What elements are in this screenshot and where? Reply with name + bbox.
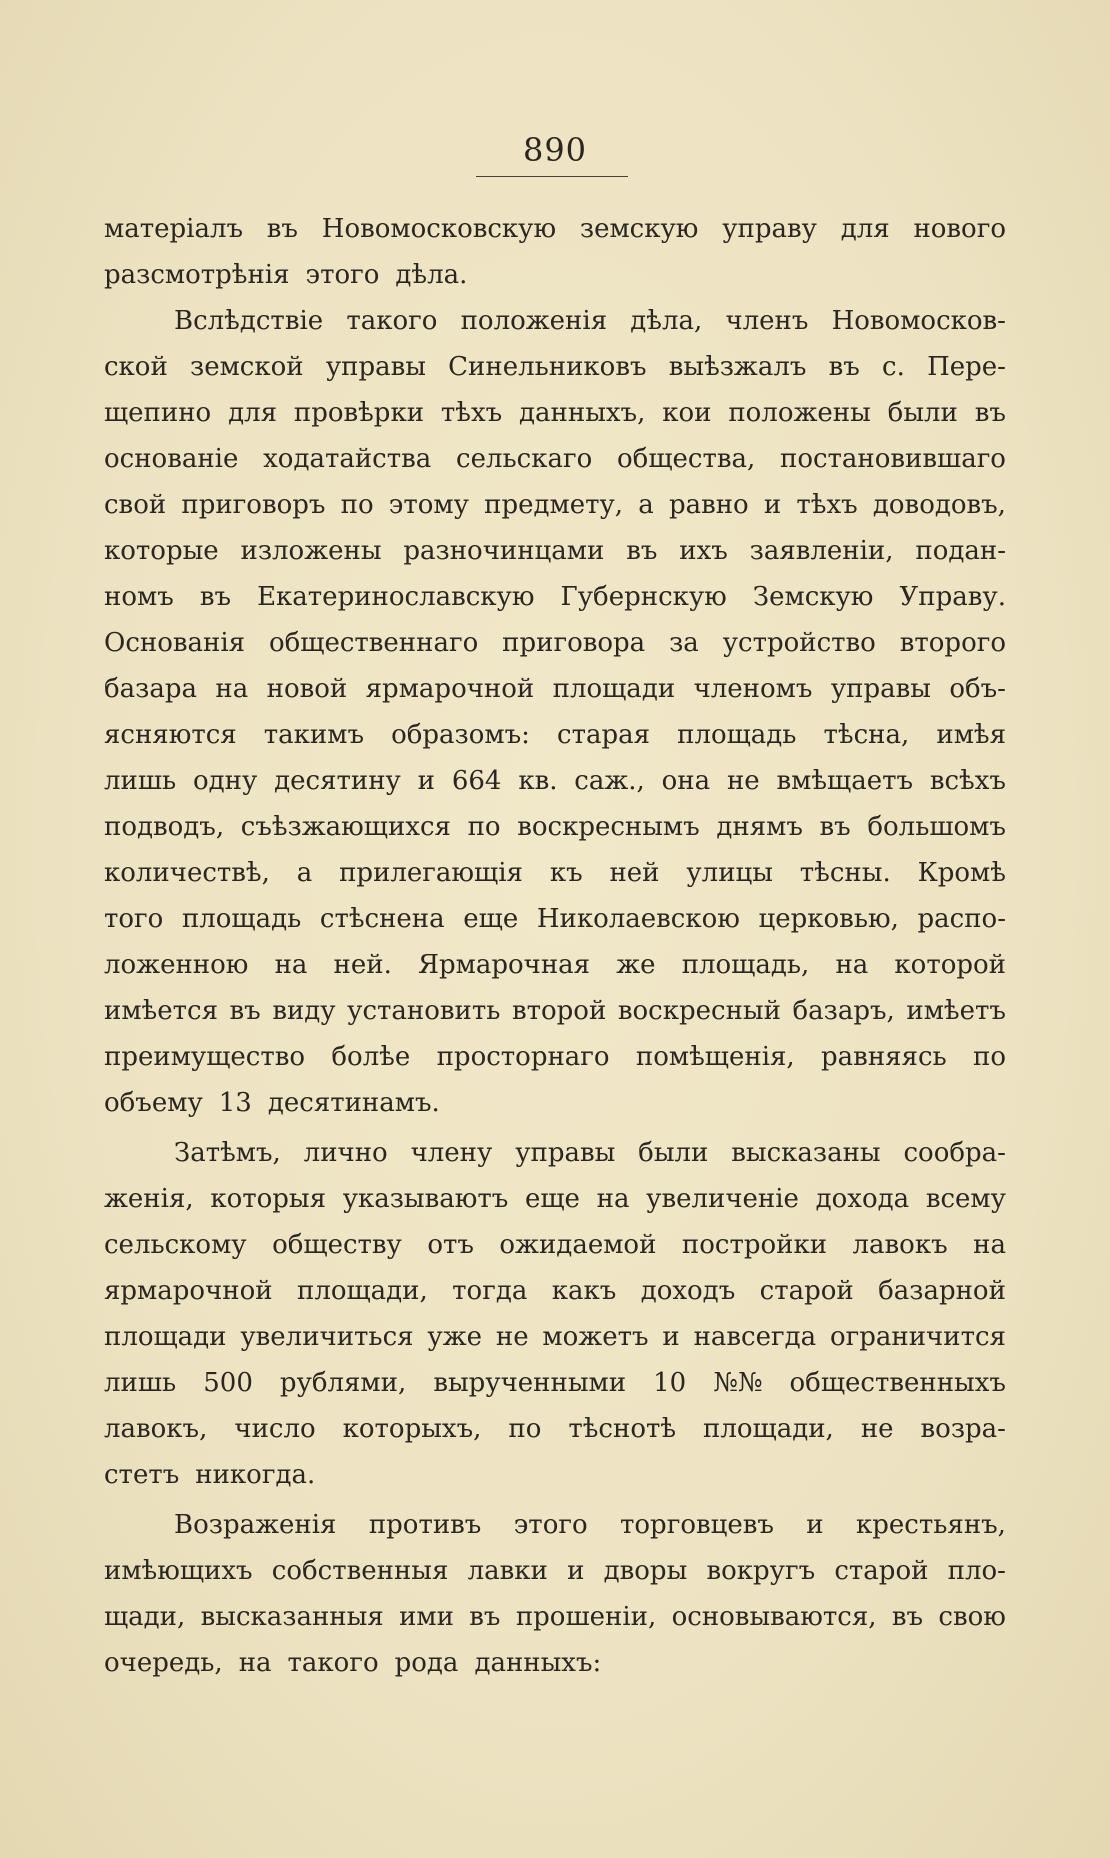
word: въ [891, 1602, 924, 1632]
word: тѣсна, [823, 720, 910, 750]
word: на [274, 950, 308, 980]
word: не [860, 1414, 894, 1444]
word: же [616, 950, 656, 980]
word: площадь, [681, 950, 810, 980]
word: которой [894, 950, 1006, 980]
text-line [104, 298, 1006, 344]
text-line [104, 206, 1006, 252]
word: общественнаго [268, 628, 479, 658]
word: всему [925, 1184, 1006, 1214]
word: и [806, 1510, 824, 1540]
word: членъ [725, 306, 809, 336]
page-number: 890 [522, 131, 588, 169]
word: за [669, 628, 699, 658]
word: приговора [502, 628, 646, 658]
word: Земскую [752, 582, 874, 612]
text-line [104, 1360, 1006, 1406]
word: основаніе [104, 444, 239, 474]
word: второго [899, 628, 1006, 658]
word: площадь [181, 904, 302, 934]
word: помѣщенія, [635, 1042, 795, 1072]
word: постановившаго [780, 444, 1006, 474]
text-line [104, 804, 1006, 850]
text-line [104, 620, 1006, 666]
text-line [104, 850, 1006, 896]
word: саж., [574, 766, 645, 796]
text-line [104, 1222, 1006, 1268]
word: можетъ [542, 1322, 649, 1352]
word: ярмарочной [365, 674, 535, 704]
word: ней [609, 858, 660, 888]
word: дѣла, [630, 306, 703, 336]
word: старой [759, 1276, 854, 1306]
word: улицы [686, 858, 773, 888]
word: въ [626, 536, 658, 566]
word: болѣе [331, 1042, 411, 1072]
word: общества, [617, 444, 756, 474]
word: были [887, 398, 958, 428]
word: этого [305, 260, 380, 290]
word: лавокъ, [104, 1414, 208, 1444]
word: вмѣщаетъ [776, 766, 914, 796]
word: какъ [551, 1276, 617, 1306]
word: второй [511, 996, 607, 1026]
word: Вслѣдствіе [174, 306, 324, 336]
word: с. [882, 352, 905, 382]
text-line [104, 1268, 1006, 1314]
word: еще [525, 1184, 580, 1214]
word: щепино [104, 398, 212, 428]
word: управы [830, 674, 931, 704]
text-line [104, 252, 1006, 298]
text-line [104, 528, 1006, 574]
word: тѣснотѣ [568, 1414, 677, 1444]
word: площади, [703, 1414, 834, 1444]
body-text [104, 206, 1006, 1686]
text-line [104, 1176, 1006, 1222]
word: по [508, 1414, 542, 1444]
word: ходатайства [263, 444, 432, 474]
text-line [104, 666, 1006, 712]
text-line [104, 988, 1006, 1034]
word: базарной [878, 1276, 1006, 1306]
word: днямъ [716, 812, 803, 842]
word: предмету, [484, 490, 624, 520]
word: базара [104, 674, 197, 704]
word: площадь [677, 720, 797, 750]
word: лишь [104, 766, 177, 796]
word: Губернскую [560, 582, 727, 612]
word: въ [266, 214, 298, 244]
word: управы [325, 352, 426, 382]
word: лично [303, 1138, 388, 1168]
text-line [104, 1452, 1006, 1498]
word: уже [427, 1322, 483, 1352]
word: земской [190, 352, 304, 382]
word: указываютъ [342, 1184, 509, 1214]
word: по [340, 490, 374, 520]
word: доходъ [640, 1276, 736, 1306]
word: церковью, [758, 904, 899, 934]
word: не [495, 1322, 529, 1352]
word: отъ [427, 1230, 474, 1260]
word: которыхъ, [342, 1414, 482, 1444]
word: такого [346, 306, 438, 336]
text-line [104, 1034, 1006, 1080]
word: тѣсны. [799, 858, 891, 888]
word: высказаны [731, 1138, 881, 1168]
text-line [104, 1080, 1006, 1126]
word: которые [104, 536, 219, 566]
word: изложены [240, 536, 382, 566]
text-line [104, 1548, 1006, 1594]
word: сельскому [104, 1230, 247, 1260]
word: въ [974, 398, 1006, 428]
word: она [661, 766, 711, 796]
word: пло- [947, 1556, 1006, 1586]
word: по [467, 812, 501, 842]
word: номъ [104, 582, 174, 612]
word: 10 [653, 1368, 687, 1398]
word: площади [104, 1322, 227, 1352]
word: ней. [333, 950, 392, 980]
text-line [104, 1594, 1006, 1640]
word: противъ [368, 1510, 482, 1540]
word: ской [104, 352, 168, 382]
word: возра- [920, 1414, 1006, 1444]
word: въ [828, 352, 860, 382]
word: были [638, 1138, 709, 1168]
word: по [973, 1042, 1006, 1072]
text-line [104, 1502, 1006, 1548]
word: такого [287, 1648, 379, 1678]
word: очередь, [104, 1648, 223, 1678]
word: положены [728, 398, 871, 428]
word: кои [662, 398, 712, 428]
word: 13 [218, 1088, 252, 1118]
text-line [104, 482, 1006, 528]
word: на [215, 674, 249, 704]
word: ложенною [104, 950, 249, 980]
word: ими [399, 1602, 454, 1632]
word: матеріалъ [104, 214, 244, 244]
word: имѣя [936, 720, 1006, 750]
word: управы [515, 1138, 616, 1168]
word: вокругъ [706, 1556, 816, 1586]
text-line [104, 574, 1006, 620]
word: данныхъ, [519, 398, 646, 428]
page-number-rule [476, 176, 628, 177]
word: управу [722, 214, 817, 244]
word: Екатеринославскую [257, 582, 535, 612]
word: 500 [203, 1368, 253, 1398]
word: ограничится [829, 1322, 1006, 1352]
word: провѣрки [293, 398, 425, 428]
word: заявленіи, [749, 536, 894, 566]
text-line [104, 344, 1006, 390]
word: число [234, 1414, 316, 1444]
word: имѣетъ [906, 996, 1006, 1026]
word: ихъ [679, 536, 728, 566]
word: имѣющихъ [104, 1556, 253, 1586]
word: для [840, 214, 890, 244]
word: навсегда [693, 1322, 817, 1352]
word: Кромѣ [917, 858, 1006, 888]
word: этому [388, 490, 469, 520]
word: на [596, 1184, 630, 1214]
word: нового [913, 214, 1006, 244]
word: съѣзжающихся [240, 812, 451, 842]
word: Пере- [927, 352, 1006, 382]
text-line [104, 942, 1006, 988]
word: и [417, 766, 436, 796]
word: старая [557, 720, 651, 750]
word: лавокъ [852, 1230, 948, 1260]
word: щади, [104, 1602, 186, 1632]
word: доводовъ, [872, 490, 1006, 520]
word: приговоръ [181, 490, 326, 520]
word: основываются, [671, 1602, 877, 1632]
word: этого [513, 1510, 588, 1540]
word: а [638, 490, 654, 520]
word: преимущество [104, 1042, 306, 1072]
word: лавки [467, 1556, 548, 1586]
word: женія, [104, 1184, 194, 1214]
word: подводъ, [104, 812, 225, 842]
word: и [662, 1322, 680, 1352]
word: №№ [713, 1368, 763, 1398]
text-line [104, 1130, 1006, 1176]
word: дохода [815, 1184, 910, 1214]
word: новой [266, 674, 348, 704]
text-line [104, 896, 1006, 942]
word: къ [549, 858, 583, 888]
word: установить [347, 996, 501, 1026]
word: площади [552, 674, 676, 704]
word: объ- [949, 674, 1006, 704]
word: десятину [274, 766, 401, 796]
word: объему [104, 1088, 203, 1118]
word: въ [199, 582, 231, 612]
word: свою [938, 1602, 1006, 1632]
word: Николаевскою [536, 904, 740, 934]
word: ярмарочной [104, 1276, 273, 1306]
text-line [104, 758, 1006, 804]
text-line [104, 1406, 1006, 1452]
word: 664 [451, 766, 502, 796]
word: тогда [452, 1276, 528, 1306]
word: вырученными [433, 1368, 627, 1398]
word: просторнаго [436, 1042, 610, 1072]
word: прилегающія [339, 858, 523, 888]
text-line [104, 1640, 1006, 1686]
word: торговцевъ [620, 1510, 774, 1540]
word: дворы [603, 1556, 688, 1586]
word: тѣхъ [440, 398, 503, 428]
word: крестьянъ, [856, 1510, 1006, 1540]
word: высказанныя [200, 1602, 384, 1632]
word: которыя [210, 1184, 326, 1214]
word: образомъ: [391, 720, 530, 750]
word: большомъ [867, 812, 1006, 842]
word: такимъ [263, 720, 365, 750]
word: Ярмарочная [418, 950, 591, 980]
word: общественныхъ [789, 1368, 1006, 1398]
word: равняясь [821, 1042, 947, 1072]
word: на [238, 1648, 272, 1678]
word: Новомосковскую [321, 214, 557, 244]
word: земскую [579, 214, 699, 244]
word: виду [272, 996, 336, 1026]
word: рода [394, 1648, 459, 1678]
word: Возраженія [174, 1510, 337, 1540]
word: данныхъ: [474, 1648, 602, 1678]
word: еще [463, 904, 519, 934]
word: увеличиться [240, 1322, 414, 1352]
word: Новомосков- [831, 306, 1006, 336]
word: количествѣ, [104, 858, 270, 888]
word: и [567, 1556, 585, 1586]
word: выѣзжалъ [668, 352, 807, 382]
word: подан- [915, 536, 1006, 566]
word: воскресный [617, 996, 781, 1026]
word: не [726, 766, 760, 796]
word: всѣхъ [929, 766, 1006, 796]
text-line [104, 1314, 1006, 1360]
word: постройки [681, 1230, 828, 1260]
word: Управу. [899, 582, 1006, 612]
word: кв. [518, 766, 558, 796]
word: никогда. [195, 1460, 316, 1490]
word: члену [410, 1138, 493, 1168]
word: членомъ [693, 674, 813, 704]
word: и [763, 490, 782, 520]
word: положенія [460, 306, 608, 336]
word: на [835, 950, 869, 980]
word: тѣхъ [796, 490, 858, 520]
word: для [228, 398, 277, 428]
word: воскреснымъ [517, 812, 700, 842]
word: имѣется [104, 996, 218, 1026]
word: площади, [296, 1276, 428, 1306]
word: разсмотрѣнія [104, 260, 290, 290]
word: лишь [104, 1368, 177, 1398]
word: рублями, [279, 1368, 407, 1398]
word: стетъ [104, 1460, 180, 1490]
word: ясняются [104, 720, 237, 750]
word: собственныя [271, 1556, 449, 1586]
word: устройство [722, 628, 876, 658]
word: на [973, 1230, 1006, 1260]
word: дѣла. [395, 260, 468, 290]
word: распо- [917, 904, 1006, 934]
word: равно [668, 490, 749, 520]
text-line [104, 436, 1006, 482]
text-line [104, 390, 1006, 436]
word: ожидаемой [499, 1230, 657, 1260]
word: сообра- [903, 1138, 1006, 1168]
word: Основанія [104, 628, 246, 658]
word: а [296, 858, 313, 888]
word: въ [469, 1602, 501, 1632]
word: стѣснена [319, 904, 445, 934]
word: въ [229, 996, 261, 1026]
word: свой [104, 490, 167, 520]
word: старой [834, 1556, 929, 1586]
word: одну [193, 766, 258, 796]
word: въ [819, 812, 851, 842]
word: сельскаго [456, 444, 593, 474]
word: обществу [272, 1230, 402, 1260]
word: Синельниковъ [448, 352, 647, 382]
word: базаръ, [792, 996, 895, 1026]
word: разночинцами [403, 536, 605, 566]
word: прошеніи, [515, 1602, 657, 1632]
word: Затѣмъ, [174, 1138, 281, 1168]
text-line [104, 712, 1006, 758]
word: десятинамъ. [267, 1088, 440, 1118]
word: увеличеніе [646, 1184, 799, 1214]
word: того [104, 904, 164, 934]
